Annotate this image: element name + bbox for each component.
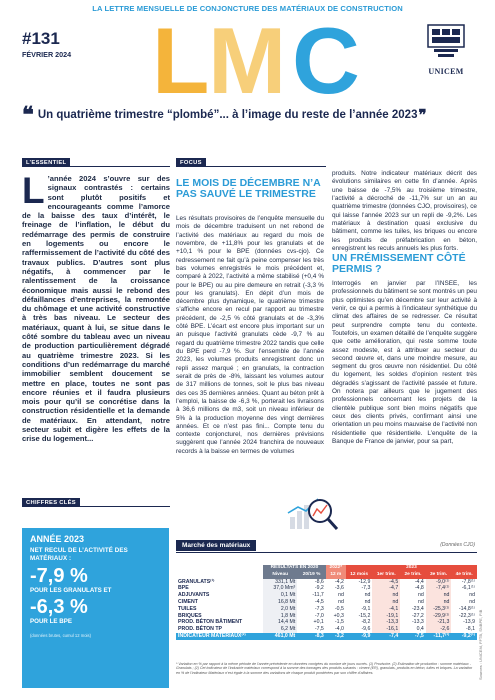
table-cell: 2,0 Mt [263,606,297,613]
table-cell: -4,1 [372,606,400,613]
essentiel-dropcap: L [22,170,45,211]
table-row-label: PROD. BÉTON BÂTIMENT [178,619,243,626]
focus-label: FOCUS [176,158,206,167]
table-cell: nd [426,592,452,599]
table-row-label: INDICATEUR MATÉRIAUX⁽²⁾ [176,633,263,640]
table-cell: +0,3 [333,612,344,619]
table-cell: nd [364,592,371,599]
table-cell: 331,1 Mt [263,579,297,586]
table-cell: -7,3 [314,605,324,612]
table-cell: -13,3 [411,619,424,626]
table-cell: -11,7 [312,592,324,599]
essentiel-rule [22,166,170,167]
table-cell: -0,5 [334,605,344,612]
focus-rule [176,166,326,167]
vertical-source [478,580,488,680]
table-cell: -7,8⁽¹⁾ [461,578,475,585]
issue-block [22,30,71,59]
lmc-letter-l: L [152,15,210,101]
table-cell: -6,1⁽¹⁾ [461,585,475,592]
essentiel-text [22,170,170,444]
table-cell: -3,6 [334,585,344,592]
issue-date: FÉVRIER 2024 [22,50,72,59]
focus-body: Les résultats provisoires de l’enquête mensuelle du mois de décembre traduisent un net rebond de l’activité des matériaux au regard du mois de novembre, de +11,8% pour les granulats et de +10,1 % pour le BPE (données cvs-cjo). Ce redressement ne fait qu’à peine compenser les très bas volumes enregistrés le mois précédent et, comparé à 2022, l’activité a même stabilisé (+0,4 % pour le BPE) ou au pire demeure en retrait (-3,3 % pour les granulats). En dépit d’un mois de décembre plus dynamique, le quatrième trimestre s’affiche encore en recul par rapport au trimestre précédent, de -2,5 % côté granulats et de -3,3% côté BPE. L’écart est encore plus important sur un an puisque l’activité granulats cède -9,7 % au regard du quatrième trimestre 2022 tandis que celle du BPE perd -7,9 %. Sur l’ensemble de l’année 2023, les volumes produits enregistrent donc un repli assez marqué ; en granulats, la contraction serait de près de -8%, laissant les volumes autour de 317 millions de tonnes, soit le plus bas niveau des ces 35 dernières années. Quant au béton prêt à l’emploi, la baisse de -6,3 %, porterait les livraisons à 36,6 millions de m3, soit un niveau inférieur de 5% à la production moyenne des vingt dernières années. Et ce n’est pas fini... Compte tenu du contexte conjoncturel, nos dernières prévisions suggèrent que l’année 2024 franchira de nouveaux records à la baisse en termes de volumes [176,215,324,455]
table-cell: -2,6 [426,626,452,633]
table-cell: nd [364,598,371,605]
stat-bpe-caption: POUR LE BPE [30,618,72,626]
table-row-label: PROD. BÉTON TP [178,626,223,633]
table-cell: 1,8 Mt [263,613,297,620]
table-row [176,606,477,613]
table-cell: -4,8 [414,585,424,592]
table-cell: nd [418,598,424,605]
permis-section-title: UN FRÉMISSEMENT CÔTÉ PERMIS ? [332,252,466,275]
stat-granulats-caption: POUR LES GRANULATS ET [30,586,112,594]
table-cell: nd [418,592,424,599]
table-cell: -21,3 [426,619,452,626]
table-cell: nd [426,599,452,606]
table-row [176,633,477,640]
table-row-label: CIMENT [178,598,198,605]
table-cell: -7,3 [361,585,371,592]
table-cell: -13,3 [372,619,400,626]
essentiel-body: ’année 2024 s’ouvre sur des signaux contrastés : certains sont plutôt positifs et encourageants comme l’amorce de la baisse des taux d’intérêt, le freinage de l’inflation, le début du redémarrage des permis de construire en logements ou encore le raffermissement de l’activité du côté des travaux publics. D’autres sont plus négatifs, à commencer par le ralentissement de la croissance économique mais aussi le rebond des défaillances d’entreprises, la remontée du chômage et une activité constructive à très bas niveau. Le secteur des matériaux, quant à lui, se situe dans le côté sombre du tableau avec un niveau de production particulièrement dégradé au quatrième trimestre 2023. Si les conditions d’un redémarrage du marché immobilier semblent doucement se mettre en place, toutes ne sont pas encore réunies et il faudra plusieurs mois pour qu’il se concrétise dans la construction résidentielle et la demande de matériaux. En attendant, notre secteur subit et digère les effets de la crise du logement... [22,174,170,444]
table-cell: -9,6 [361,626,371,633]
table-cell: -27,2 [411,612,424,619]
table-cell: -4,0 [334,626,344,633]
table-cell: -7,4⁽¹⁾ [426,585,452,592]
table-cell: -16,1 [372,626,400,633]
table-cell: 16,8 Mt [263,599,297,606]
table-cell: nd [469,598,475,605]
table-row [176,592,477,599]
table-row-label: GRANULATS⁽¹⁾ [178,578,215,585]
table-cell: -4,4 [414,578,424,585]
table-cell: nd [338,592,344,599]
table-corner-2 [176,572,263,579]
table-cell: -9,2⁽¹⁾ [451,633,477,640]
chart-magnifier-icon [284,487,342,537]
issue-number: #131 [22,29,60,48]
table-cell: -8,1 [466,626,475,633]
open-quote-icon: ❝ [22,102,34,128]
table-cell: -13,9 [463,619,475,626]
table-group-header-row [176,565,477,572]
unicem-emblem-icon [426,23,466,61]
table-cell: -8,6 [314,578,324,585]
table-cell: -9,1 [361,605,371,612]
focus-title: LE MOIS DE DÉCEMBRE N’A PAS SAUVÉ LE TRIMESTRE [176,177,321,200]
table-cell: nd [469,592,475,599]
table-cell: -11,7⁽¹⁾ [426,633,452,640]
lmc-letter-m: M [208,15,287,101]
headline [22,102,482,128]
table-cell: -12,9 [358,578,371,585]
group-header-2023: 2023 [346,565,477,572]
table-cell: -7,0 [314,612,324,619]
table-rule [176,552,477,553]
unicem-wordmark: UNICEM [428,67,464,76]
table-cell: 0,4 [416,626,424,633]
table-cell: -7,5 [400,633,426,640]
stat-bpe: -6,3 % [30,596,88,619]
table-cell: nd [372,599,400,606]
table-corner [176,565,263,572]
table-cell: -15,2 [358,612,371,619]
table-cell: 0,1 Mt [263,592,297,599]
vertical-source-text: Sources : UNICEM, FFTB, SNBPE, FIB [478,609,483,680]
table-cell: nd [372,592,400,599]
table-row-label: ADJUVANTS [178,592,210,599]
table-cell: -3,2 [326,633,346,640]
table-cell: -8,2 [361,619,371,626]
table-header-bar [176,540,477,552]
table-cell: -7,4 [372,633,400,640]
group-header-2022: 2022* [326,565,346,572]
col-header-20-19: 20/19 % [297,572,326,579]
stat-granulats: -7,9 % [30,564,88,587]
table-row [176,626,477,633]
chiffres-cles-label: CHIFFRES CLÉS [22,498,80,507]
table-cell: 461,0 Mt [263,633,297,640]
table-cell: -22,3⁽¹⁾ [458,612,475,619]
table-cell: +0,1 [313,619,324,626]
table-footnote: * Variation en % par rapport à la même période de l’année précédente en données corrigées du nombre de jours ouvrés. (1) Provisoire. (2) Estimation de production : somme matériaux - Granulats ; (2) Cet indicateur de l’industrie matériaux correspond à la somme des tonnages des produits suivants : ciment (ER), granulats, produits en béton, tuiles et briques. La variation en % de l’indicateur Matériaux n’est égale à la somme des variations de chaque produit pondérées par son chiffre d’affaires. [176,662,473,675]
table-row-label: TUILES [178,605,197,612]
table-cell: -25,3⁽¹⁾ [426,606,452,613]
table-cell: -8,3 [297,633,326,640]
table-cell: -9,9 [346,633,373,640]
col-header-t3: 3e trim. [426,572,452,579]
table-data-note: (Données CJO) [440,542,475,548]
col-header-t4-12mois: 4e trim. [451,572,477,579]
close-quote-icon: ❞ [418,106,427,124]
materials-table-body [176,565,477,640]
col-header-niveau: Niveau [263,572,297,579]
table-title: Marché des matériaux [176,540,256,551]
group-header-2020: RÉSULTATS EN 2020 [263,565,326,572]
chiffres-cles-footer: (données brutes, cumul 12 mois) [30,632,91,638]
table-cell: -29,9⁽¹⁾ [426,613,452,620]
table-cell: -1,5 [334,619,344,626]
table-cell: -4,5 [372,579,400,586]
chiffres-cles-title: ANNÉE 2023 [30,534,85,544]
table-cell: nd [338,598,344,605]
focus-body-continued: produits. Notre indicateur matériaux décrit des évolutions similaires en cette fin d’année. Après une baisse de -7,5% au troisième trimestre, l’activité a décroché de -11,7% sur un an au quatrième trimestre (données CJO, provisoires), ce qui laisse l’année 2023 sur un repli de -9,2%. Les matériaux à destination quasi exclusive du bâtiment, comme les tuiles, les briques ou encore les produits de préfabrication en béton, enregistrent les reculs annuels les plus forts. [332,170,477,252]
table-row [176,579,477,586]
unicem-logo [420,23,472,75]
table-cell: 6,2 Mt [263,626,297,633]
table-cell: -19,1 [372,613,400,620]
table-row-label: BRIQUES [178,612,202,619]
table-row-label: BPE [178,585,189,592]
table-cell: -9,0⁽¹⁾ [426,579,452,586]
col-header-2022-12m: 12 m [326,572,346,579]
table-row [176,599,477,606]
col-header-2023-12mois: 12 mois [346,572,373,579]
table-cell: -14,8⁽¹⁾ [458,605,475,612]
permis-section-body: Interrogés en janvier par l’INSEE, les professionnels du bâtiment se sont montrés un peu plus optimistes qu’en décembre sur leur activité à venir, ce qui a permis à l’indicateur synthétique du climat des affaires de se redresser. Ce résultat peut surprendre compte tenu du contexte. Toutefois, un examen détaillé de l’enquête suggère que cette amélioration, qui reste somme toute assez modeste, est à attribuer au secteur du second œuvre et, dans une moindre mesure, au segment du gros œuvre non résidentiel. Du côté du logement, les soldes d’opinion restent très dégradés s’agissant de l’activité passée et future. On notera par ailleurs que le jugement des professionnels concernant les projets de la clientèle publique sont bien moins négatifs que ceux des clients privés, confirmant ainsi une orientation un peu moins mauvaise de l’activité non résidentielle que résidentielle. L’enquête de la Banque de France de janvier, pour sa part, [332,280,477,445]
table-cell: -4,7 [372,585,400,592]
table-column-header-row [176,572,477,579]
chiffres-cles-subtitle: NET RECUL DE L’ACTIVITÉ DES MATÉRIAUX : [30,547,128,562]
headline-text: Un quatrième trimestre “plombé”... à l’image du reste de l’année 2023 [37,109,418,121]
newsletter-tagline: LA LETTRE MENSUELLE DE CONJONCTURE DES MATÉRIAUX DE CONSTRUCTION [92,4,403,13]
chiffres-cles-rule [22,506,170,507]
table-cell: -4,2 [334,578,344,585]
col-header-t2: 2e trim. [400,572,426,579]
materials-market-table [176,565,477,640]
table-cell: -9,2 [314,585,324,592]
table-cell: 37,0 Mm³ [263,585,297,592]
lmc-logo [150,15,370,101]
table-cell: -7,5 [314,626,324,633]
essentiel-label: L’ESSENTIEL [22,158,70,167]
chiffres-cles-box [22,528,169,688]
table-row [176,585,477,592]
table-cell: -4,5 [314,598,324,605]
col-header-t1: 1er trim. [372,572,400,579]
table-cell: -23,4 [411,605,424,612]
lmc-letter-c: C [292,15,360,101]
table-cell: 14,4 Mt [263,619,297,626]
